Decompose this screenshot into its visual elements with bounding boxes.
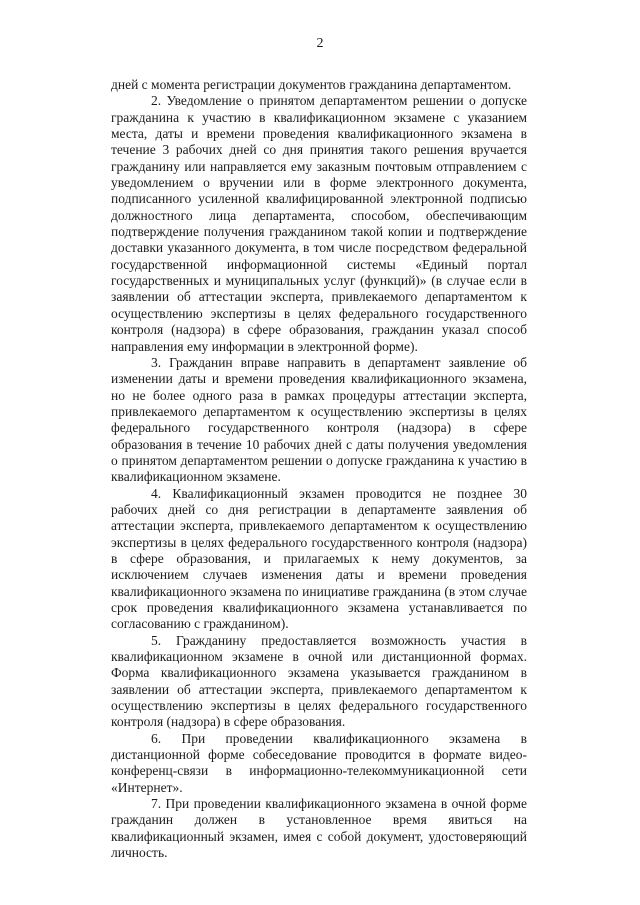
paragraph-item-2: 2. Уведомление о принятом департаментом решении о допуске гражданина к участию в квалификационном экзамене с указанием места, даты и времени проведения квалификационного экзамена в течение 3 рабочих дней со дня принятия такого решения вручается гражданину или направляется ему заказным почтовым отправлением с уведомлением о вручении или в форме электронного документа, подписанного усиленной квалифицированной электронной подписью должностного лица департамента, способом, обеспечивающим подтверждение получения гражданином такой копии и подтверждение доставки указанного документа, в том числе посредством федеральной государственной информационной системы «Единый портал государственных и муниципальных услуг (функций)» (в случае если в заявлении об аттестации эксперта, привлекаемого департаментом к осуществлению экспертизы в целях федерального государственного контроля (надзора) в сфере образования, гражданин указал способ направления ему информации в электронной форме). (111, 93, 527, 354)
page-number: 2 (316, 36, 324, 51)
paragraph-item-7: 7. При проведении квалификационного экзамена в очной форме гражданин должен в установленное время явиться на квалификационный экзамен, имея с собой документ, удостоверяющий личность. (111, 796, 527, 861)
paragraph-item-4: 4. Квалификационный экзамен проводится не позднее 30 рабочих дней со дня регистрации в департаменте заявления об аттестации эксперта, привлекаемого департаментом к осуществлению экспертизы в целях федерального государственного контроля (надзора) в сфере образования, и прилагаемых к нему документов, за исключением случаев изменения даты и времени проведения квалификационного экзамена по инициативе гражданина (в этом случае срок проведения квалификационного экзамена устанавливается по согласованию с гражданином). (111, 485, 527, 632)
paragraph-item-6: 6. При проведении квалификационного экзамена в дистанционной форме собеседование проводится в формате видео-конференц-связи в информационно-телекоммуникационной сети «Интернет». (111, 730, 527, 795)
paragraph-item-5: 5. Гражданину предоставляется возможность участия в квалификационном экзамене в очной или дистанционной формах. Форма квалификационного экзамена указывается гражданином в заявлении об аттестации эксперта, привлекаемого департаментом к осуществлению экспертизы в целях федерального государственного контроля (надзора) в сфере образования. (111, 632, 527, 730)
paragraph-continuation: дней с момента регистрации документов гражданина департаментом. (111, 77, 512, 92)
document-body (111, 77, 527, 862)
paragraph-item-3: 3. Гражданин вправе направить в департамент заявление об изменении даты и времени проведения квалификационного экзамена, но не более одного раза в рамках процедуры аттестации эксперта, привлекаемого департаментом к осуществлению экспертизы в целях федерального государственного контроля (надзора) в сфере образования в течение 10 рабочих дней с даты получения уведомления о принятом департаментом решении о допуске гражданина к участию в квалификационном экзамене. (111, 354, 527, 485)
